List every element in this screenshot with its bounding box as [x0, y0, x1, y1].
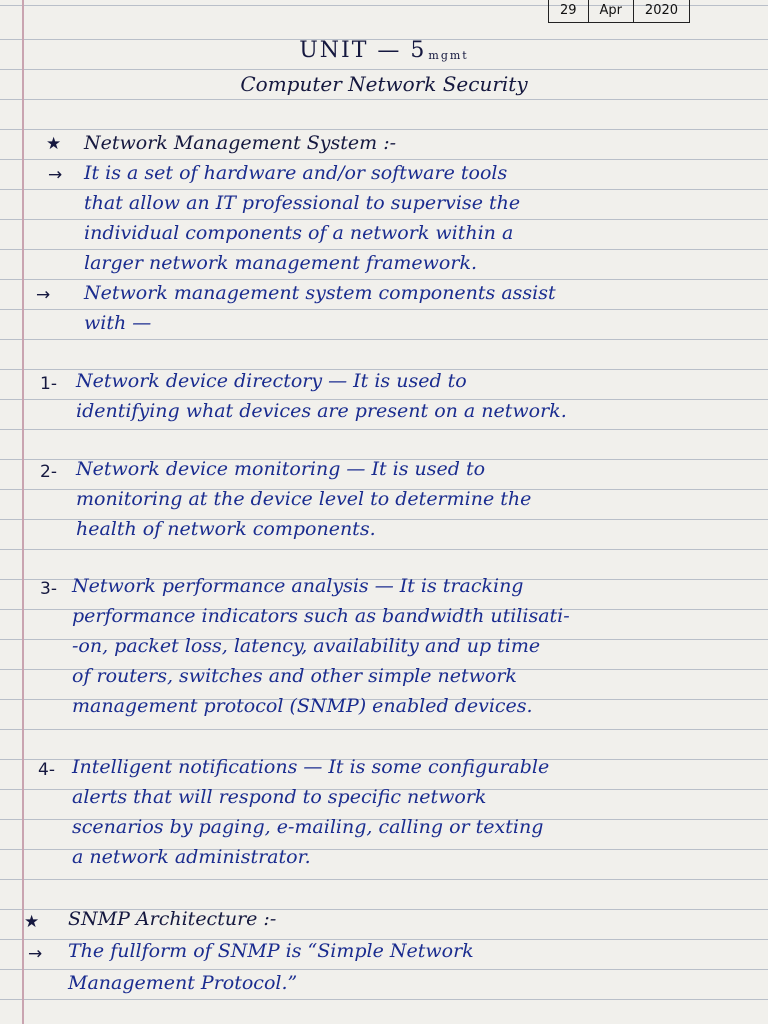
text-line: monitoring at the device level to determine the: [76, 488, 532, 510]
text-line: It is a set of hardware and/or software tools: [84, 162, 508, 184]
text-line: of routers, switches and other simple network: [72, 665, 517, 687]
item-number: 4-: [38, 760, 55, 780]
arrow-bullet: →: [28, 944, 43, 964]
section-heading-snmp: SNMP Architecture :-: [68, 908, 277, 930]
star-bullet: ★: [24, 912, 40, 932]
text-line: Management Protocol.”: [68, 972, 298, 994]
text-line: that allow an IT professional to supervise the: [84, 192, 521, 214]
text-line: performance indicators such as bandwidth utilisati-: [72, 605, 570, 627]
page-title-main: UNIT — 5: [299, 38, 427, 63]
arrow-bullet: →: [48, 165, 63, 185]
date-day: 29: [549, 0, 589, 22]
text-line: identifying what devices are present on a network.: [76, 400, 567, 422]
date-box: [548, 0, 690, 23]
text-line: Network device monitoring — It is used to: [76, 458, 486, 480]
text-line: individual components of a network within a: [84, 222, 514, 244]
page-subtitle: Computer Network Security: [240, 72, 528, 96]
text-line: scenarios by paging, e-mailing, calling or texting: [72, 816, 544, 838]
text-line: Network performance analysis — It is tracking: [72, 575, 524, 597]
text-line: -on, packet loss, latency, availability and up time: [72, 635, 541, 657]
text-line: a network administrator.: [72, 846, 311, 868]
item-number: 3-: [40, 579, 57, 599]
text-line: alerts that will respond to specific network: [72, 786, 487, 808]
star-bullet: ★: [46, 134, 62, 154]
margin-line: [22, 0, 24, 1024]
item-number: 2-: [40, 462, 57, 482]
text-line: management protocol (SNMP) enabled devices.: [72, 695, 533, 717]
item-number: 1-: [40, 374, 57, 394]
date-year: 2020: [644, 3, 679, 18]
text-line: with —: [84, 312, 152, 334]
text-line: Network device directory — It is used to: [76, 370, 467, 392]
text-line: Intelligent notifications — It is some configurable: [72, 756, 550, 778]
date-month: Apr: [589, 0, 634, 22]
page-title-sup: mgmt: [428, 49, 469, 62]
text-line: health of network components.: [76, 518, 376, 540]
text-line: Network management system components assist: [84, 282, 556, 304]
text-line: The fullform of SNMP is “Simple Network: [68, 940, 474, 962]
page-title: [0, 38, 768, 63]
section-heading-nms: Network Management System :-: [84, 132, 397, 154]
arrow-bullet: →: [36, 285, 51, 305]
text-line: larger network management framework.: [84, 252, 477, 274]
